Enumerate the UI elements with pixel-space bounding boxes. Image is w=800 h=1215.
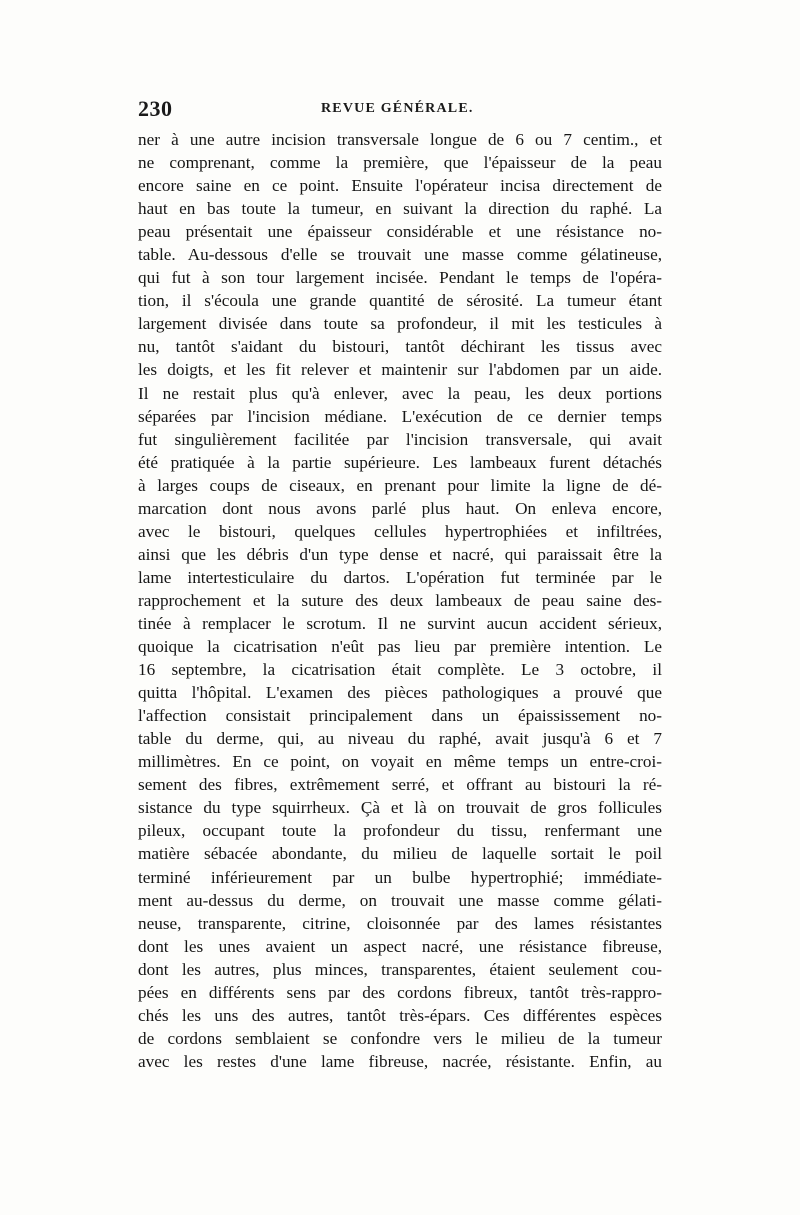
- body-text: [138, 128, 662, 1073]
- text-line: de cordons semblaient se confondre vers le milieu de la tumeur: [138, 1028, 662, 1048]
- text-line: les doigts, et les fit relever et maintenir sur l'abdomen par un aide.: [138, 360, 662, 380]
- text-line: tion, il s'écoula une grande quantité de sérosité. La tumeur étant: [138, 291, 662, 311]
- journal-title: REVUE GÉNÉRALE.: [321, 101, 474, 116]
- text-line: lame intertesticulaire du dartos. L'opération fut terminée par le: [138, 567, 662, 587]
- text-line: chés les uns des autres, tantôt très-épars. Ces différentes espèces: [138, 1005, 662, 1025]
- text-line: Il ne restait plus qu'à enlever, avec la peau, les deux portions: [138, 383, 662, 403]
- text-line: l'affection consistait principalement dans un épaississement no-: [138, 706, 662, 726]
- text-line: peau présentait une épaisseur considérable et une résistance no-: [138, 222, 662, 242]
- text-line: tinée à remplacer le scrotum. Il ne survint aucun accident sérieux,: [138, 613, 662, 633]
- page-number: 230: [138, 96, 173, 121]
- text-line: sement des fibres, extrêmement serré, et offrant au bistouri la ré-: [138, 775, 662, 795]
- text-line: ment au-dessus du derme, on trouvait une masse comme gélati-: [138, 890, 662, 910]
- text-line: fut singulièrement facilitée par l'incision transversale, qui avait: [138, 429, 662, 449]
- text-line: millimètres. En ce point, on voyait en même temps un entre-croi-: [138, 752, 662, 772]
- text-line: pées en différents sens par des cordons fibreux, tantôt très-rappro-: [138, 982, 662, 1002]
- text-line: été pratiquée à la partie supérieure. Les lambeaux furent détachés: [138, 452, 662, 472]
- text-line: séparées par l'incision médiane. L'exécution de ce dernier temps: [138, 406, 662, 426]
- text-line: pileux, occupant toute la profondeur du tissu, renfermant une: [138, 821, 662, 841]
- text-line: rapprochement et la suture des deux lambeaux de peau saine des-: [138, 590, 662, 610]
- text-line: nu, tantôt s'aidant du bistouri, tantôt déchirant les tissus avec: [138, 337, 662, 357]
- text-line: quoique la cicatrisation n'eût pas lieu par première intention. Le: [138, 637, 662, 657]
- text-line: à larges coups de ciseaux, en prenant pour limite la ligne de dé-: [138, 475, 662, 495]
- text-line: table du derme, qui, au niveau du raphé, avait jusqu'à 6 et 7: [138, 729, 662, 749]
- text-line: sistance du type squirrheux. Çà et là on trouvait de gros follicules: [138, 798, 662, 818]
- text-line: matière sébacée abondante, du milieu de laquelle sortait le poil: [138, 844, 662, 864]
- text-line: dont les unes avaient un aspect nacré, une résistance fibreuse,: [138, 936, 662, 956]
- text-line: avec les restes d'une lame fibreuse, nacrée, résistante. Enfin, au: [138, 1051, 662, 1071]
- text-line: encore saine en ce point. Ensuite l'opérateur incisa directement de: [138, 176, 662, 196]
- text-line: quitta l'hôpital. L'examen des pièces pathologiques a prouvé que: [138, 683, 662, 703]
- text-line: 16 septembre, la cicatrisation était complète. Le 3 octobre, il: [138, 660, 662, 680]
- text-line: ner à une autre incision transversale longue de 6 ou 7 centim., et: [138, 130, 662, 149]
- text-line: haut en bas toute la tumeur, en suivant la direction du raphé. La: [138, 199, 662, 219]
- text-line: terminé inférieurement par un bulbe hypertrophié; immédiate-: [138, 867, 662, 887]
- text-line: ainsi que les débris d'un type dense et nacré, qui paraissait être la: [138, 544, 662, 564]
- text-line: ne comprenant, comme la première, que l'épaisseur de la peau: [138, 153, 662, 173]
- text-line: largement divisée dans toute sa profondeur, il mit les testicules à: [138, 314, 662, 334]
- text-line: table. Au-dessous d'elle se trouvait une masse comme gélatineuse,: [138, 245, 662, 265]
- text-line: neuse, transparente, citrine, cloisonnée par des lames résistantes: [138, 913, 662, 933]
- text-line: qui fut à son tour largement incisée. Pendant le temps de l'opéra-: [138, 268, 662, 288]
- running-head: [138, 96, 662, 126]
- text-line: marcation dont nous avons parlé plus haut. On enleva encore,: [138, 498, 662, 518]
- text-line: avec le bistouri, quelques cellules hypertrophiées et infiltrées,: [138, 521, 662, 541]
- text-line: dont les autres, plus minces, transparentes, étaient seulement cou-: [138, 959, 662, 979]
